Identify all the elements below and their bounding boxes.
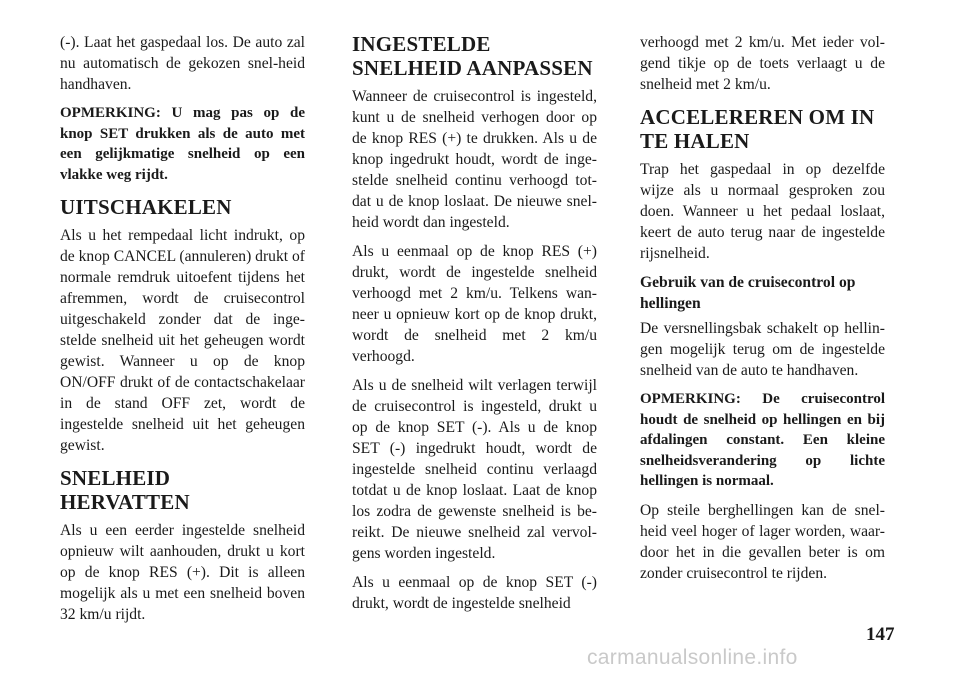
paragraph: Als u eenmaal op de knop SET (-) drukt, wordt de ingestelde snelheid [352,574,597,612]
paragraph: Als u een eerder ingestelde snelheid opnieuw wilt aanhouden, drukt u kort op de knop RES (+). Dit is alleen mogelijk als u met een snelheid boven 32 km/u rijdt. [60,522,305,623]
section-heading-accelereren: ACCELEREREN OM IN TE HALEN [640,105,875,153]
section-heading-hervatten: SNELHEID HERVATTEN [60,466,190,514]
paragraph: De versnellingsbak schakelt op hellin-gen mogelijk terug om de ingestelde snelheid van de auto te handhaven. [640,320,885,379]
column-2 [352,32,597,622]
paragraph: Trap het gaspedaal in op dezelfde wijze als u normaal gesproken zou doen. Wanneer u het pedaal loslaat, keert de auto terug naar de ingestelde rijsnelheid. [640,161,885,262]
column-3 [640,32,885,592]
paragraph: Wanneer de cruisecontrol is ingesteld, kunt u de snelheid verhogen door op de knop RES (+) te drukken. Als u de knop ingedrukt houdt, wordt de inge-stelde snelheid continu verhoogd tot-dat u de knop loslaat. De nieuwe snel-heid wordt dan ingesteld. [352,88,597,231]
paragraph: Als u eenmaal op de knop RES (+) drukt, wordt de ingestelde snelheid verhoogd met 2 km/u. Telkens wan-neer u opnieuw kort op de knop drukt, wordt de snelheid met 2 km/u verhoogd. [352,243,597,365]
note: OPMERKING: U mag pas op de knop SET drukken als de auto met een gelijkmatige snelheid op een vlakke weg rijdt. [60,105,305,183]
page-number: 147 [866,624,895,645]
section-heading-aanpassen: INGESTELDE SNELHEID AANPASSEN [352,32,593,80]
column-1 [60,32,305,633]
watermark: carmanualsonline.info [587,646,798,669]
subheading-hellingen: Gebruik van de cruisecontrol op hellingen [640,274,856,312]
paragraph: (-). Laat het gaspedaal los. De auto zal nu automatisch de gekozen snel-heid handhaven. [60,34,305,93]
paragraph: Op steile berghellingen kan de snel-heid veel hoger of lager worden, waar-door het in die gevallen beter is om zonder cruisecontrol te rijden. [640,501,885,582]
paragraph: verhoogd met 2 km/u. Met ieder vol-gend tikje op de toets verlaagt u de snelheid met 2 km/u. [640,34,885,93]
paragraph: Als u de snelheid wilt verlagen terwijl de cruisecontrol is ingesteld, drukt u op de knop SET (-). Als u de knop SET (-) ingedrukt houdt, wordt de ingestelde snelheid continu verlaagd totdat u de knop loslaat. Laat de knop los zodra de gewenste snelheid is be-reikt. De nieuwe snelheid zal vervol-gens worden ingesteld. [352,377,597,562]
note: OPMERKING: De cruisecontrol houdt de snelheid op hellingen en bij afdalingen constant. Een kleine snelheidsverandering op lichte hellingen is normaal. [640,391,885,489]
section-heading-uitschakelen: UITSCHAKELEN [60,195,232,219]
paragraph: Als u het rempedaal licht indrukt, op de knop CANCEL (annuleren) drukt of normale remdruk uitoefent tijdens het afremmen, wordt de cruisecontrol uitgeschakeld zonder dat de inge-stelde snelheid uit het geheugen wordt gewist. Wanneer u op de knop ON/OFF drukt of de contactschakelaar in de stand OFF zet, wordt de ingestelde snelheid uit het geheugen gewist. [60,227,305,454]
